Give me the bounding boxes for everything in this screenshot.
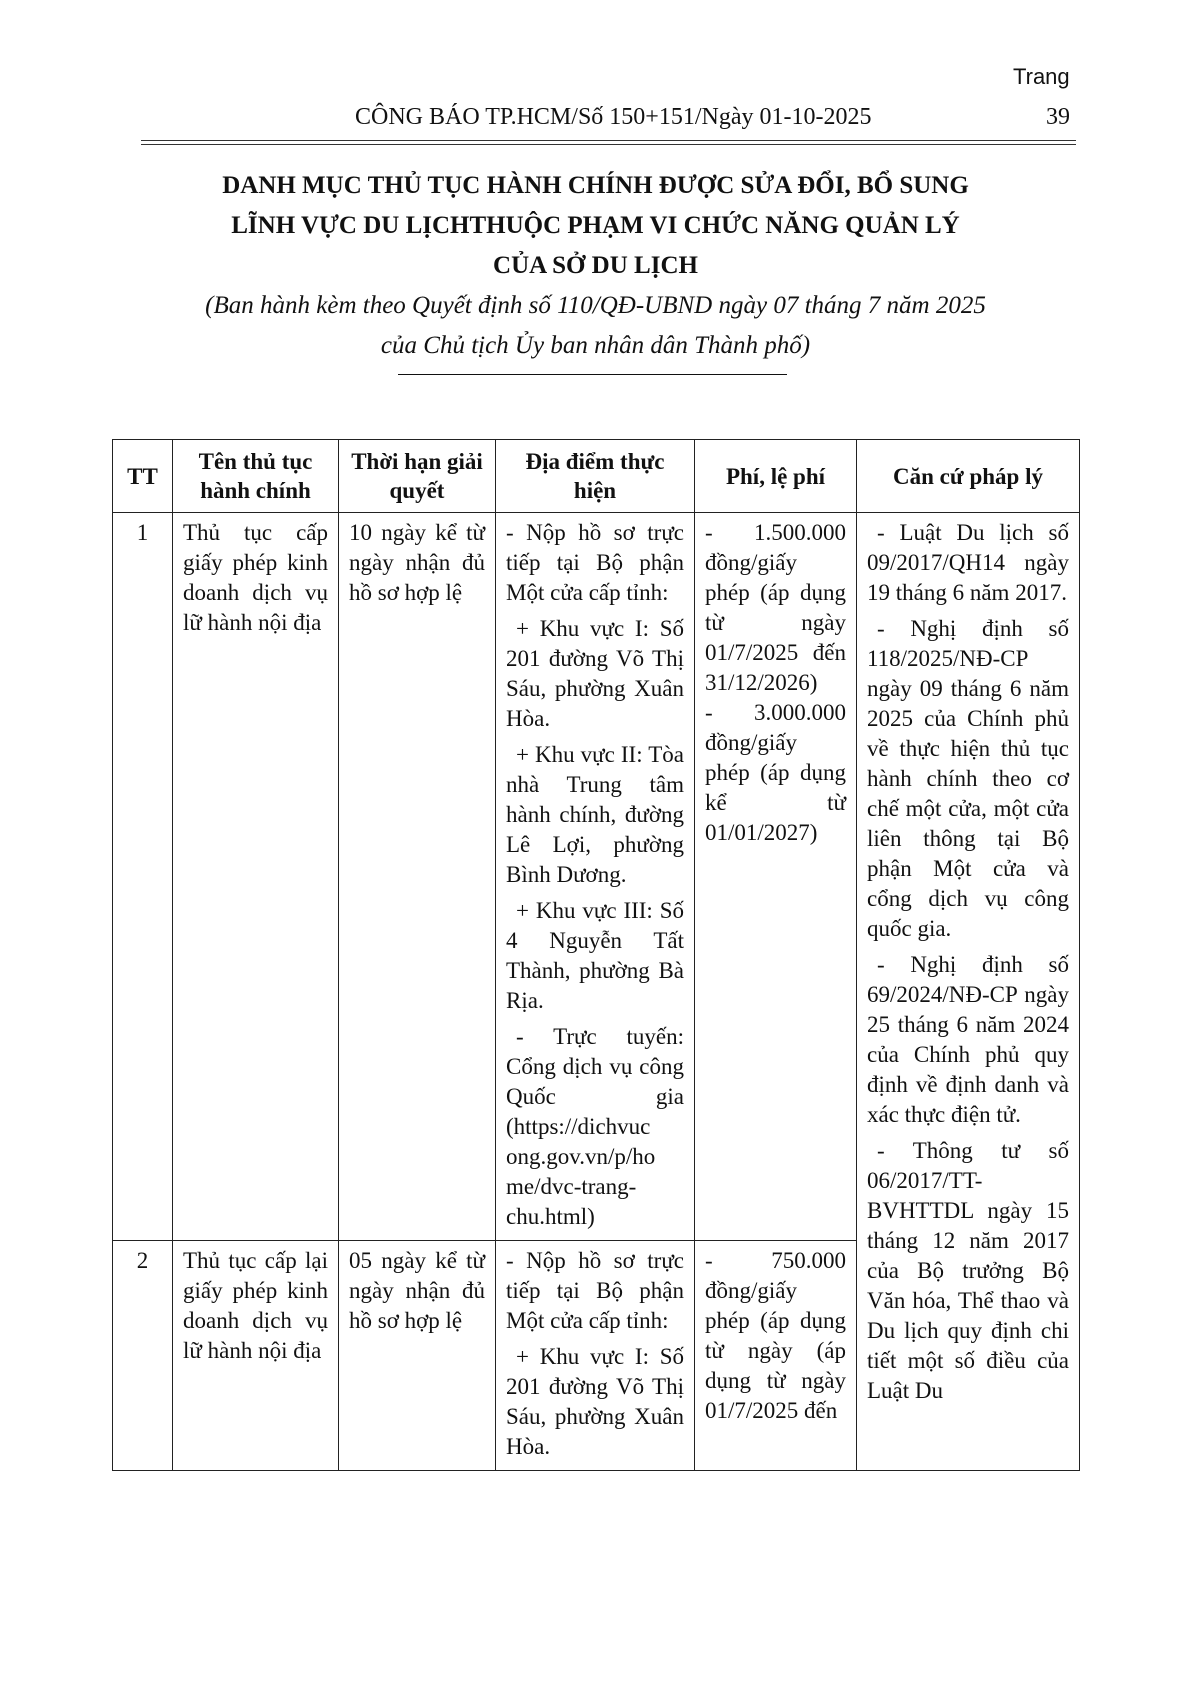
table-header-row (113, 440, 1080, 513)
fee-cell (695, 513, 857, 1241)
procedure-table (112, 439, 1080, 1471)
location-item: + Khu vực I: Số 201 đường Võ Thị Sáu, phường Xuân Hòa. (506, 1344, 684, 1459)
subtitle-line: (Ban hành kèm theo Quyết định số 110/QĐ-UBND ngày 07 tháng 7 năm 2025 (205, 292, 986, 319)
fee-item: - 1.500.000 đồng/giấy phép (áp dụng từ ngày 01/7/2025 đến 31/12/2026) (705, 520, 846, 695)
row-number: 1 (113, 513, 173, 1241)
title-line: CỦA SỞ DU LỊCH (493, 252, 698, 279)
title-line: DANH MỤC THỦ TỤC HÀNH CHÍNH ĐƯỢC SỬA ĐỔI, BỔ SUNG (222, 172, 969, 199)
title-line: LĨNH VỰC DU LỊCHTHUỘC PHẠM VI CHỨC NĂNG QUẢN LÝ (231, 212, 960, 239)
location-item: + Khu vực I: Số 201 đường Võ Thị Sáu, phường Xuân Hòa. (506, 616, 684, 731)
header-cell: Địa điểm thực hiện (496, 440, 695, 513)
legal-basis-item: - Nghị định số 69/2024/NĐ-CP ngày 25 tháng 6 năm 2024 của Chính phủ quy định về định danh và xác thực điện tử. (867, 952, 1069, 1127)
location-item: + Khu vực II: Tòa nhà Trung tâm hành chính, đường Lê Lợi, phường Bình Dương. (506, 742, 684, 887)
legal-basis-item: - Nghị định số 118/2025/NĐ-CP ngày 09 tháng 6 năm 2025 của Chính phủ về thực hiện thủ tục hành chính theo cơ chế một cửa, một cửa liên thông tại Bộ phận Một cửa và cổng dịch vụ công quốc gia. (867, 616, 1069, 941)
legal-basis-item: - Thông tư số 06/2017/TT-BVHTTDL ngày 15 tháng 12 năm 2017 của Bộ trưởng Bộ Văn hóa, Thể thao và Du lịch quy định chi tiết một số điều của Luật Du (867, 1138, 1069, 1403)
location-item: - Nộp hồ sơ trực tiếp tại Bộ phận Một cửa cấp tỉnh: (506, 520, 684, 605)
location-item: - Trực tuyến: Cổng dịch vụ công Quốc gia (https://dichvuc ong.gov.vn/p/ho me/dvc-trang-chu.html) (506, 1024, 684, 1229)
fee-item: - 3.000.000 đồng/giấy phép (áp dụng kể từ 01/01/2027) (705, 700, 846, 845)
processing-time: 05 ngày kể từ ngày nhận đủ hồ sơ hợp lệ (339, 1241, 496, 1471)
row-number: 2 (113, 1241, 173, 1471)
header-cell: Căn cứ pháp lý (857, 440, 1080, 513)
page-label: Trang (1013, 64, 1070, 89)
header-cell: Phí, lệ phí (695, 440, 857, 513)
location-item: + Khu vực III: Số 4 Nguyễn Tất Thành, phường Bà Rịa. (506, 898, 684, 1013)
header-cell: Tên thủ tục hành chính (173, 440, 339, 513)
header-cell: Thời hạn giải quyết (339, 440, 496, 513)
location-cell (496, 1241, 695, 1471)
procedure-name: Thủ tục cấp giấy phép kinh doanh dịch vụ lữ hành nội địa (173, 513, 339, 1241)
header-rule (141, 144, 1076, 145)
legal-basis-item: - Luật Du lịch số 09/2017/QH14 ngày 19 tháng 6 năm 2017. (867, 520, 1069, 605)
legal-basis-cell (857, 513, 1080, 1471)
fee-item: - 750.000 đồng/giấy phép (áp dụng từ ngày (áp dụng từ ngày 01/7/2025 đến (705, 1248, 846, 1423)
fee-cell (695, 1241, 857, 1471)
processing-time: 10 ngày kể từ ngày nhận đủ hồ sơ hợp lệ (339, 513, 496, 1241)
header-cell: TT (113, 440, 173, 513)
header-rule (141, 140, 1076, 141)
location-item: - Nộp hồ sơ trực tiếp tại Bộ phận Một cửa cấp tỉnh: (506, 1248, 684, 1333)
title-rule (398, 374, 787, 375)
document-subtitle (0, 286, 1191, 366)
document-title (0, 166, 1191, 286)
location-cell (496, 513, 695, 1241)
gazette-header: CÔNG BÁO TP.HCM/Số 150+151/Ngày 01-10-2025 (355, 104, 872, 130)
table-row (113, 513, 1080, 1241)
subtitle-line: của Chủ tịch Ủy ban nhân dân Thành phố) (380, 332, 811, 359)
procedure-name: Thủ tục cấp lại giấy phép kinh doanh dịch vụ lữ hành nội địa (173, 1241, 339, 1471)
page-number: 39 (1046, 104, 1070, 130)
